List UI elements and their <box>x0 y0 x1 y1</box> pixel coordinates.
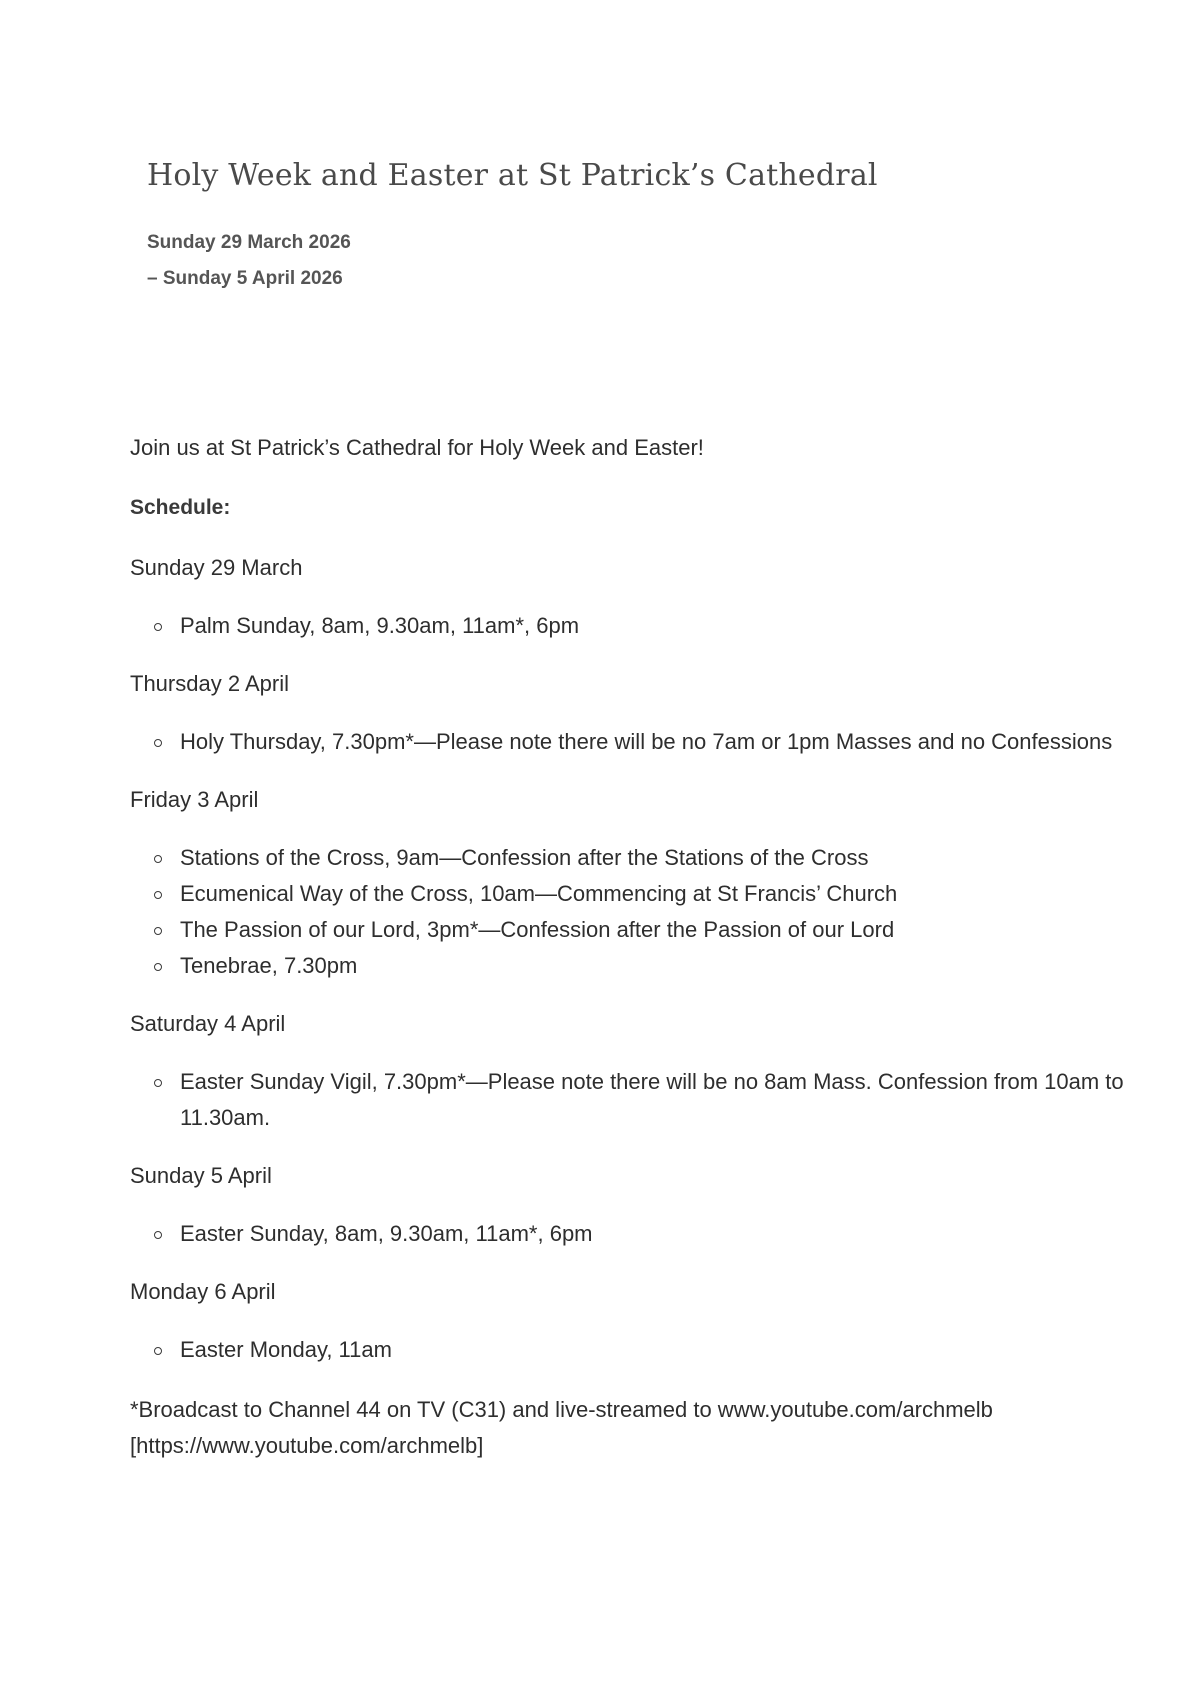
bullet-icon <box>154 891 162 899</box>
event-text: Ecumenical Way of the Cross, 10am—Commencing at St Francis’ Church <box>180 881 898 906</box>
event-list <box>130 1332 1130 1368</box>
event-item <box>130 1064 1130 1136</box>
event-text: Tenebrae, 7.30pm <box>180 953 358 978</box>
bullet-icon <box>154 855 162 863</box>
bullet-icon <box>154 927 162 935</box>
event-item <box>130 876 1130 912</box>
day-label: Sunday 5 April <box>130 1163 272 1188</box>
day-label: Friday 3 April <box>130 787 259 812</box>
schedule-day <box>130 552 1130 644</box>
event-list <box>130 1216 1130 1252</box>
event-item <box>130 724 1130 760</box>
event-list <box>130 608 1130 644</box>
date-start: Sunday 29 March 2026 <box>147 232 351 253</box>
event-item <box>130 948 1130 984</box>
event-list <box>130 724 1130 760</box>
bullet-icon <box>154 1079 162 1087</box>
day-label: Saturday 4 April <box>130 1011 286 1036</box>
event-text: Easter Sunday Vigil, 7.30pm*—Please note there will be no 8am Mass. Confession from 10am to 11.30am. <box>180 1069 1124 1130</box>
event-text: The Passion of our Lord, 3pm*—Confession after the Passion of our Lord <box>180 917 895 942</box>
event-list <box>130 1064 1130 1136</box>
schedule-list <box>130 552 1130 1368</box>
bullet-icon <box>154 623 162 631</box>
event-list <box>130 840 1130 984</box>
event-item <box>130 840 1130 876</box>
day-label: Monday 6 April <box>130 1279 276 1304</box>
event-text: Easter Sunday, 8am, 9.30am, 11am*, 6pm <box>180 1221 593 1246</box>
page-title: Holy Week and Easter at St Patrick’s Cathedral <box>147 158 878 193</box>
event-item <box>130 1216 1130 1252</box>
schedule-day <box>130 1008 1130 1136</box>
intro-text: Join us at St Patrick’s Cathedral for Holy Week and Easter! <box>130 435 704 460</box>
event-text: Easter Monday, 11am <box>180 1337 392 1362</box>
day-label: Sunday 29 March <box>130 555 303 580</box>
bullet-icon <box>154 739 162 747</box>
schedule-day <box>130 1160 1130 1252</box>
event-item <box>130 608 1130 644</box>
event-text: Holy Thursday, 7.30pm*—Please note there will be no 7am or 1pm Masses and no Confessions <box>180 729 1113 754</box>
broadcast-footnote: *Broadcast to Channel 44 on TV (C31) and live-streamed to www.youtube.com/archmelb [https://www.youtube.com/archmelb] <box>130 1397 993 1458</box>
schedule-day <box>130 784 1130 984</box>
bullet-icon <box>154 1231 162 1239</box>
schedule-heading: Schedule: <box>130 496 231 519</box>
schedule-day <box>130 668 1130 760</box>
schedule-day <box>130 1276 1130 1368</box>
bullet-icon <box>154 963 162 971</box>
bullet-icon <box>154 1347 162 1355</box>
event-item <box>130 1332 1130 1368</box>
date-range <box>147 225 351 297</box>
date-end: – Sunday 5 April 2026 <box>147 268 343 289</box>
event-text: Stations of the Cross, 9am—Confession after the Stations of the Cross <box>180 845 869 870</box>
day-label: Thursday 2 April <box>130 671 289 696</box>
document-body <box>130 432 1130 1464</box>
event-item <box>130 912 1130 948</box>
event-text: Palm Sunday, 8am, 9.30am, 11am*, 6pm <box>180 613 580 638</box>
